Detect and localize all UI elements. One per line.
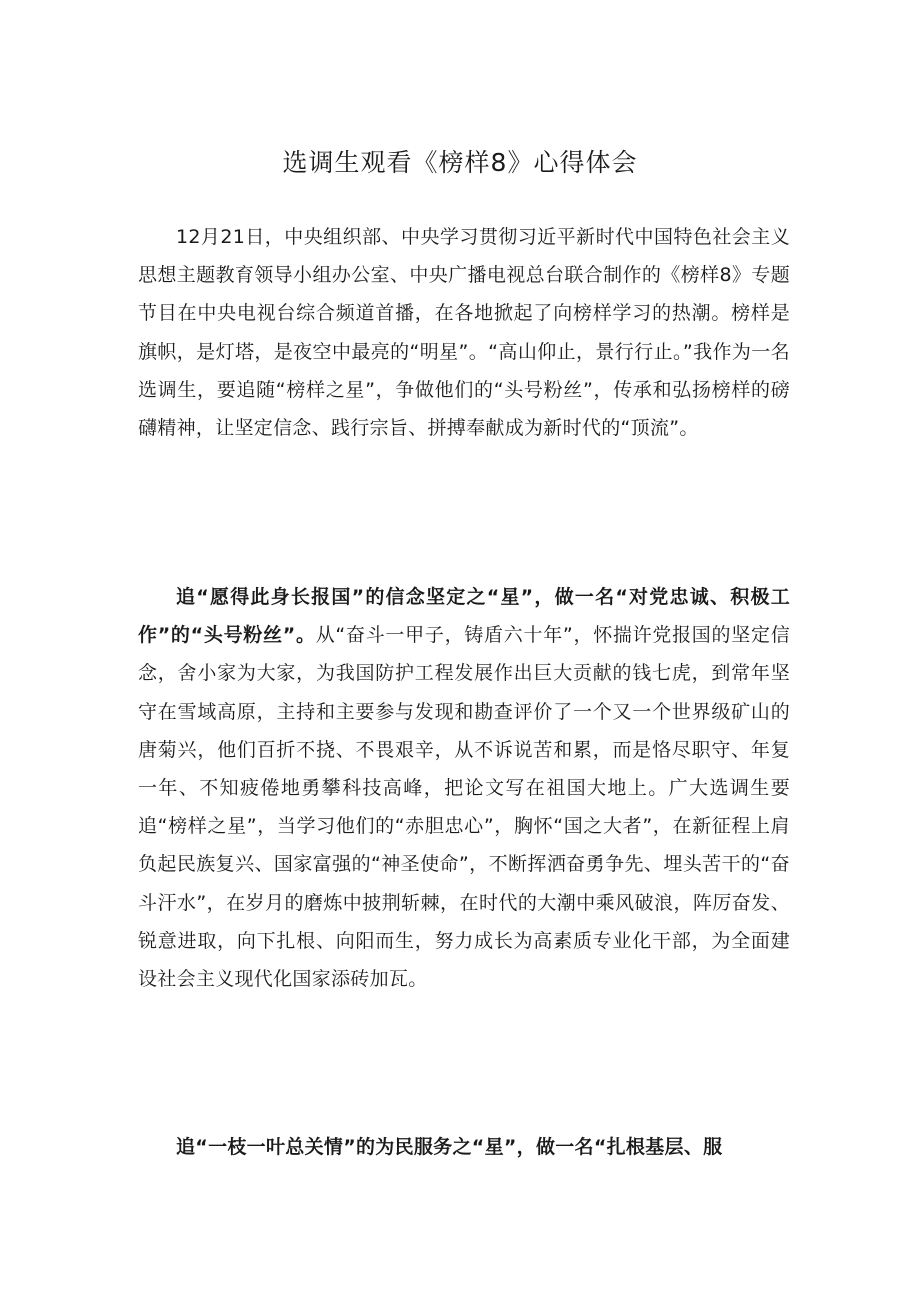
paragraph-intro — [138, 218, 790, 447]
paragraph-text: 12月21日，中央组织部、中央学习贯彻习近平新时代中国特色社会主义思想主题教育领导小组办公室、中央广播电视总台联合制作的《榜样8》专题节目在中央电视台综合频道首播，在各地掀起了向榜样学习的热潮。榜样是旗帜，是灯塔，是夜空中最亮的“明星”。“高山仰止，景行行止。”我作为一名选调生，要追随“榜样之星”，争做他们的“头号粉丝”，传承和弘扬榜样的磅礴精神，让坚定信念、践行宗旨、拼搏奉献成为新时代的“顶流”。 — [138, 226, 790, 440]
paragraph-lead: 追“愿得此身长报国”的信念坚定之“星”，做一名“对党忠诚、积极工作”的“头号粉丝”。 — [138, 586, 790, 647]
paragraph-faith — [138, 578, 790, 998]
document-title: 选调生观看《榜样8》心得体会 — [282, 148, 638, 177]
paragraph-text: 从“奋斗一甲子，铸盾六十年”，怀揣许党报国的坚定信念，舍小家为大家，为我国防护工程发展作出巨大贡献的钱七虎，到常年坚守在雪域高原，主持和主要参与发现和勘查评价了一个又一个世界级矿山的唐菊兴，他们百折不挠、不畏艰辛，从不诉说苦和累，而是恪尽职守、年复一年、不知疲倦地勇攀科技高峰，把论文写在祖国大地上。广大选调生要追“榜样之星”，当学习他们的“赤胆忠心”，胸怀“国之大者”，在新征程上肩负起民族复兴、国家富强的“神圣使命”，不断挥洒奋勇争先、埋头苦干的“奋斗汗水”，在岁月的磨炼中披荆斩棘，在时代的大潮中乘风破浪，阵厉奋发、锐意进取，向下扎根、向阳而生，努力成长为高素质专业化干部，为全面建设社会主义现代化国家添砖加瓦。 — [138, 624, 790, 991]
paragraph-lead: 追“一枝一叶总关情”的为民服务之“星”，做一名“扎根基层、服 — [176, 1136, 723, 1158]
paragraph-service — [138, 1128, 790, 1166]
